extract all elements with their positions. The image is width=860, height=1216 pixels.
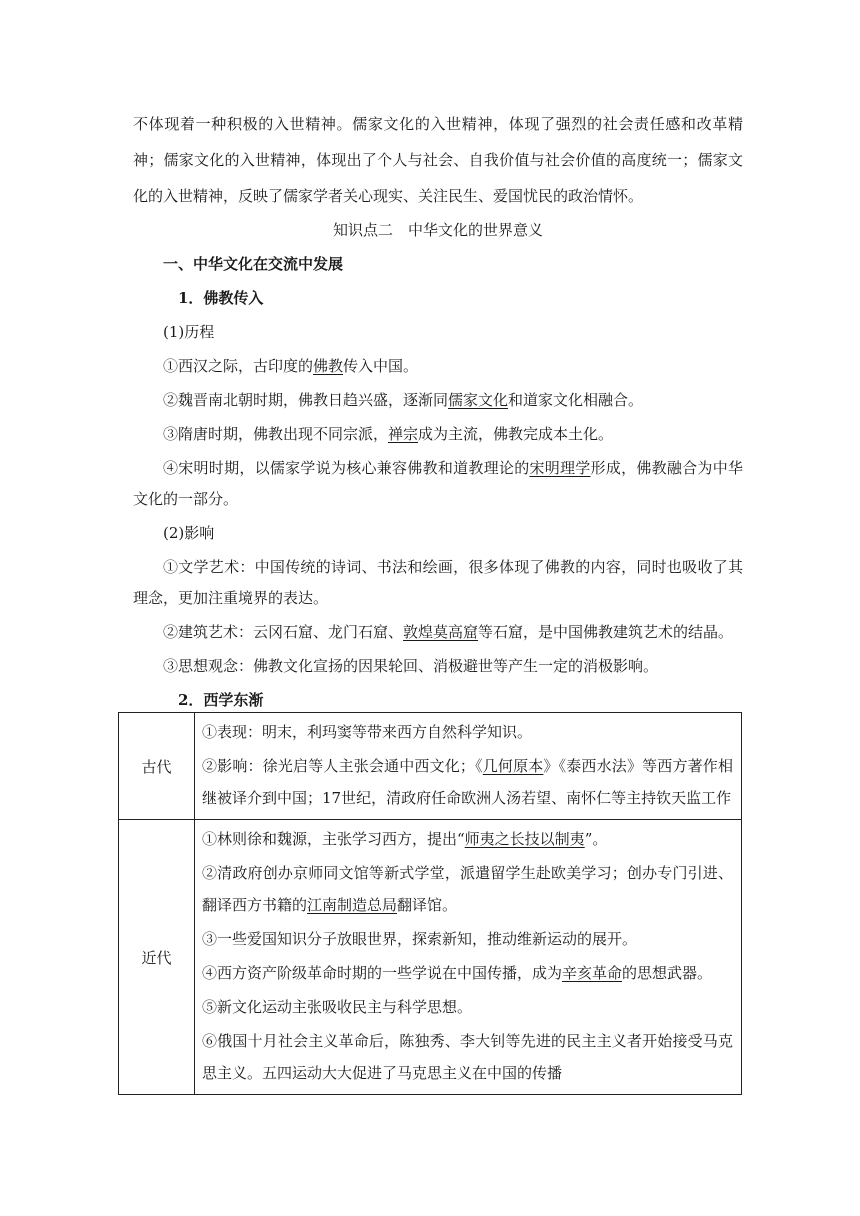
history-item: ③隋唐时期，佛教出现不同宗派，禅宗成为主流，佛教完成本土化。 bbox=[163, 425, 614, 443]
impact-item: ②建筑艺术：云冈石窟、龙门石窟、敦煌莫高窟等石窟，是中国佛教建筑艺术的结晶。 bbox=[163, 623, 734, 641]
era-cell: 近代 bbox=[119, 820, 195, 1095]
table-item: ⑤新文化运动主张吸收民主与科学思想。 bbox=[202, 998, 473, 1016]
underlined-term: 佛教 bbox=[313, 357, 344, 375]
table-item: ②影响：徐光启等人主张会通中西文化；《几何原本》《泰西水法》等西方著作相继被译介到中国；17世纪，清政府任命欧洲人汤若望、南怀仁等主持钦天监工作 bbox=[202, 757, 733, 807]
table-item: ①林则徐和魏源，主张学习西方，提出“师夷之长技以制夷”。 bbox=[202, 830, 608, 848]
underlined-term: 几何原本 bbox=[482, 757, 544, 775]
underlined-term: 江南制造总局 bbox=[307, 896, 398, 914]
underlined-term: 师夷之长技以制夷 bbox=[464, 830, 585, 848]
western-learning-title: 2．西学东渐 bbox=[178, 691, 264, 709]
history-item: ④宋明时期，以儒家学说为核心兼容佛教和道教理论的宋明理学形成，佛教融合为中华文化的一部分。 bbox=[133, 459, 743, 508]
impact-item: ③思想观念：佛教文化宣扬的因果轮回、消极避世等产生一定的消极影响。 bbox=[163, 657, 659, 675]
table-item: ②清政府创办京师同文馆等新式学堂，派遣留学生赴欧美学习；创办专门引进、翻译西方书籍的江南制造总局翻译馆。 bbox=[202, 864, 733, 914]
table-row-ancient bbox=[119, 713, 742, 820]
table-item: ④西方资产阶级革命时期的一些学说在中国传播，成为辛亥革命的思想武器。 bbox=[202, 964, 713, 982]
underlined-term: 儒家文化 bbox=[448, 391, 509, 409]
content-cell bbox=[195, 713, 742, 820]
era-cell: 古代 bbox=[119, 713, 195, 820]
table-item: ③一些爱国知识分子放眼世界，探索新知，推动维新运动的展开。 bbox=[202, 930, 638, 948]
underlined-term: 敦煌莫高窟 bbox=[403, 623, 479, 641]
underlined-term: 宋明理学 bbox=[529, 459, 591, 477]
impact-item: ①文学艺术：中国传统的诗词、书法和绘画，很多体现了佛教的内容，同时也吸收了其理念，更加注重境界的表达。 bbox=[133, 558, 743, 607]
buddhism-title: 1．佛教传入 bbox=[178, 289, 264, 307]
underlined-term: 辛亥革命 bbox=[562, 964, 623, 982]
table-item: ⑥俄国十月社会主义革命后，陈独秀、李大钊等先进的民主主义者开始接受马克思主义。五四运动大大促进了马克思主义在中国的传播 bbox=[202, 1032, 733, 1082]
table-item: ①表现：明末，利玛窦等带来西方自然科学知识。 bbox=[202, 723, 533, 741]
underlined-term: 禅宗 bbox=[388, 425, 419, 443]
table-row-modern bbox=[119, 820, 742, 1095]
process-label: (1)历程 bbox=[163, 323, 215, 341]
heading-exchange-development: 一、中华文化在交流中发展 bbox=[163, 255, 344, 273]
western-learning-table bbox=[118, 712, 742, 1095]
intro-paragraph: 不体现着一种积极的入世精神。儒家文化的入世精神，体现了强烈的社会责任感和改革精神；儒家文化的入世精神，体现出了个人与社会、自我价值与社会价值的高度统一；儒家文化的入世精神，反映了儒家学者关心现实、关注民生、爱国忧民的政治情怀。 bbox=[133, 115, 743, 205]
content-column bbox=[133, 106, 743, 719]
history-item: ②魏晋南北朝时期，佛教日趋兴盛，逐渐同儒家文化和道家文化相融合。 bbox=[163, 391, 644, 409]
section-title: 知识点二 中华文化的世界意义 bbox=[332, 221, 543, 239]
history-item: ①西汉之际，古印度的佛教传入中国。 bbox=[163, 357, 419, 375]
content-cell bbox=[195, 820, 742, 1095]
impact-label: (2)影响 bbox=[163, 524, 215, 542]
